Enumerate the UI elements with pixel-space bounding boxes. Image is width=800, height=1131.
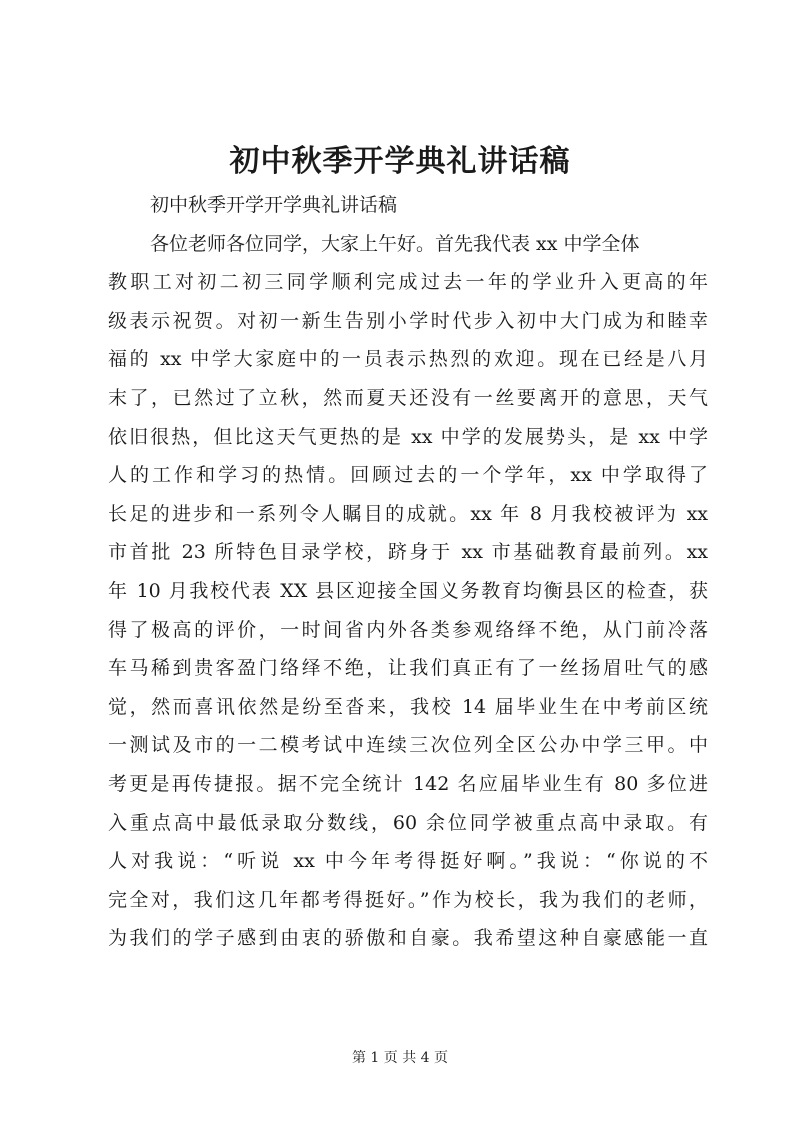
paragraph-line: 考更是再传捷报。据不完全统计 142 名应届毕业生有 80 多位进: [108, 772, 708, 795]
paragraph-line: 车马稀到贵客盈门络绎不绝，让我们真正有了一丝扬眉吐气的感: [108, 657, 708, 680]
paragraph-line: 为我们的学子感到由衷的骄傲和自豪。我希望这种自豪感能一直: [108, 927, 708, 950]
paragraph-line: 教职工对初二初三同学顺利完成过去一年的学业升入更高的年: [108, 271, 708, 294]
paragraph-line: 得了极高的评价，一时间省内外各类参观络绎不绝，从门前冷落: [108, 618, 708, 641]
paragraph-line: 完全对，我们这几年都考得挺好。”作为校长，我为我们的老师，: [108, 888, 708, 911]
subtitle-line: 初中秋季开学开学典礼讲话稿: [150, 194, 398, 216]
paragraph-line: 各位老师各位同学，大家上午好。首先我代表 xx 中学全体: [150, 232, 640, 255]
paragraph-line: 年 10 月我校代表 XX 县区迎接全国义务教育均衡县区的检查，获: [108, 579, 708, 602]
paragraph-line: 觉，然而喜讯依然是纷至沓来，我校 14 届毕业生在中考前区统: [108, 695, 708, 718]
paragraph-line: 福的 xx 中学大家庭中的一员表示热烈的欢迎。现在已经是八月: [108, 348, 708, 371]
paragraph-line: 市首批 23 所特色目录学校，跻身于 xx 市基础教育最前列。xx: [108, 541, 708, 564]
paragraph-line: 人的工作和学习的热情。回顾过去的一个学年，xx 中学取得了: [108, 464, 708, 487]
document-title: 初中秋季开学典礼讲话稿: [229, 144, 571, 179]
paragraph-line: 依旧很热，但比这天气更热的是 xx 中学的发展势头，是 xx 中学: [108, 425, 708, 448]
paragraph-line: 一测试及市的一二模考试中连续三次位列全区公办中学三甲。中: [108, 734, 708, 757]
document-body: [108, 186, 708, 958]
paragraph-line: 长足的进步和一系列令人瞩目的成就。xx 年 8 月我校被评为 xx: [108, 502, 708, 525]
paragraph-line: 入重点高中最低录取分数线，60 余位同学被重点高中录取。有: [108, 811, 708, 834]
paragraph-line: 人对我说：“听说 xx 中今年考得挺好啊。”我说：“你说的不: [108, 850, 708, 873]
paragraph-line: 末了，已然过了立秋，然而夏天还没有一丝要离开的意思，天气: [108, 386, 708, 409]
page-footer: 第 1 页 共 4 页: [351, 1050, 449, 1066]
paragraph-line: 级表示祝贺。对初一新生告别小学时代步入初中大门成为和睦幸: [108, 309, 708, 332]
